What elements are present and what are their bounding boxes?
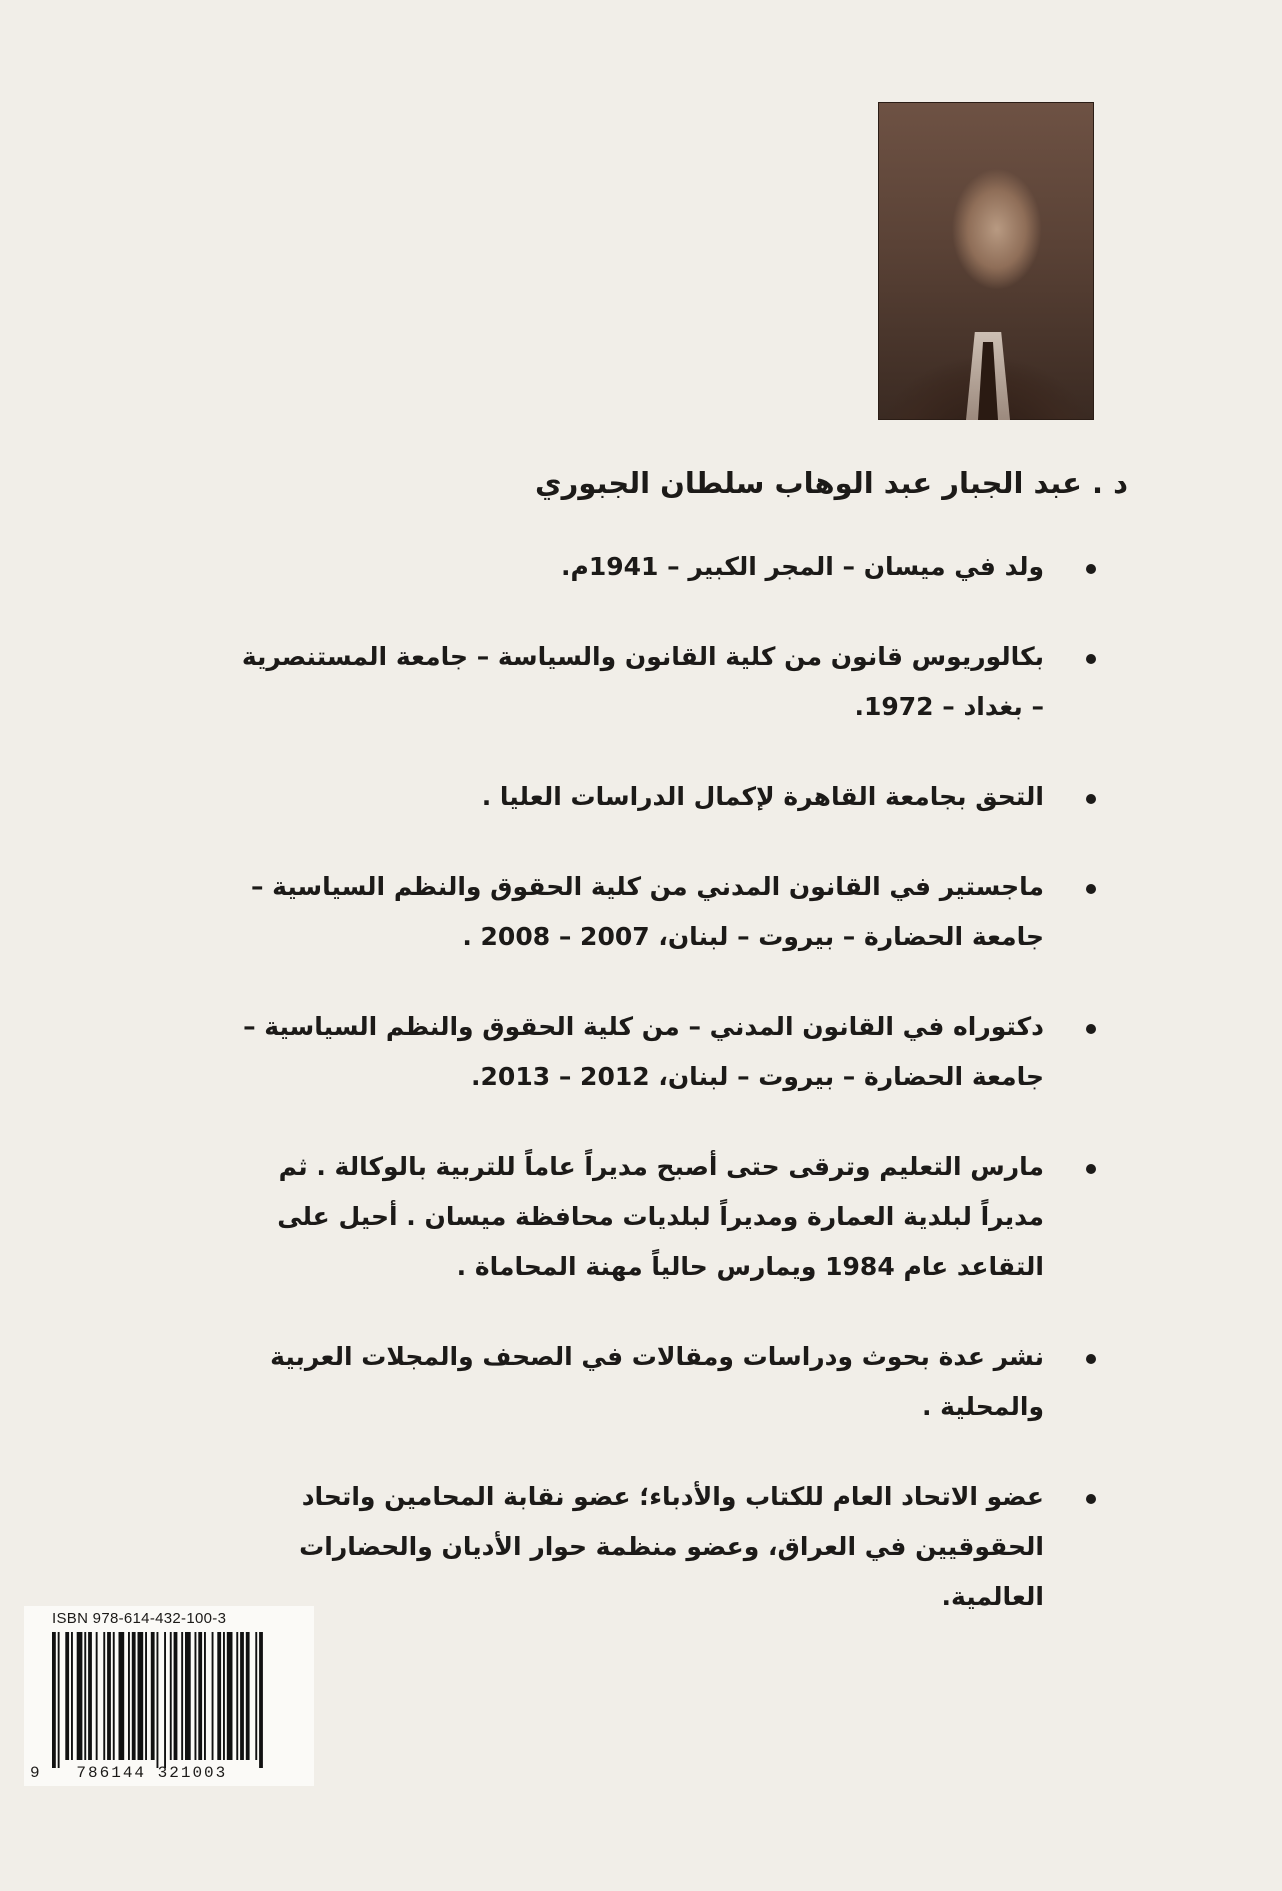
bullet-icon xyxy=(1086,1164,1096,1174)
barcode-lead-digit: 9 xyxy=(30,1764,42,1782)
bio-item-text: دكتوراه في القانون المدني – من كلية الحقوق والنظم السياسية – جامعة الحضارة – بيروت – لبنان، 2012 – 2013. xyxy=(243,1012,1044,1091)
bullet-icon xyxy=(1086,564,1096,574)
barcode-bar xyxy=(181,1632,183,1760)
barcode-bar xyxy=(132,1632,136,1760)
bio-item xyxy=(226,1472,1044,1622)
bio-item xyxy=(226,1142,1044,1292)
barcode-bar xyxy=(227,1632,233,1760)
barcode-main-digits: 786144 321003 xyxy=(76,1764,228,1782)
barcode-bar xyxy=(128,1632,130,1760)
bio-item xyxy=(226,1002,1044,1102)
author-name: د . عبد الجبار عبد الوهاب سلطان الجبوري xyxy=(535,466,1128,500)
bio-item xyxy=(226,632,1044,732)
barcode-bar xyxy=(77,1632,83,1760)
barcode-bar xyxy=(52,1632,56,1768)
barcode-bar xyxy=(58,1632,60,1768)
bio-item xyxy=(226,772,1044,822)
barcode-bar xyxy=(88,1632,92,1760)
bio-item-text: مارس التعليم وترقى حتى أصبح مديراً عاماً للتربية بالوكالة . ثم مديراً لبلدية العمارة ومديراً لبلديات محافظة ميسان . أحيل على التقاعد عام 1984 ويمارس حالياً مهنة المحاماة . xyxy=(277,1152,1044,1281)
barcode-bar xyxy=(164,1632,166,1768)
barcode-bar xyxy=(107,1632,111,1760)
bullet-icon xyxy=(1086,794,1096,804)
barcode-bar xyxy=(113,1632,115,1760)
barcode-bars-icon xyxy=(24,1606,314,1786)
bio-item xyxy=(226,1332,1044,1432)
barcode-bar xyxy=(170,1632,172,1760)
barcode-bar xyxy=(157,1632,159,1768)
isbn-barcode xyxy=(24,1606,314,1786)
barcode-bar xyxy=(96,1632,98,1760)
barcode-bar xyxy=(240,1632,244,1760)
barcode-bar xyxy=(259,1632,263,1768)
barcode-bar xyxy=(212,1632,214,1760)
barcode-bar xyxy=(198,1632,202,1760)
bullet-icon xyxy=(1086,654,1096,664)
bio-list xyxy=(226,542,1044,1662)
bio-item xyxy=(226,542,1044,592)
barcode-bar xyxy=(185,1632,191,1760)
barcode-bar xyxy=(236,1632,238,1760)
barcode-bar xyxy=(246,1632,250,1760)
bio-item-text: ماجستير في القانون المدني من كلية الحقوق والنظم السياسية – جامعة الحضارة – بيروت – لبنان، 2007 – 2008 . xyxy=(250,872,1044,951)
bullet-icon xyxy=(1086,1494,1096,1504)
bullet-icon xyxy=(1086,884,1096,894)
bio-item-text: التحق بجامعة القاهرة لإكمال الدراسات العليا . xyxy=(481,782,1044,811)
barcode-bar xyxy=(151,1632,155,1760)
barcode-bar xyxy=(71,1632,73,1760)
barcode-bar xyxy=(204,1632,206,1760)
bullet-icon xyxy=(1086,1024,1096,1034)
bio-item-text: بكالوريوس قانون من كلية القانون والسياسة – جامعة المستنصرية – بغداد – 1972. xyxy=(241,642,1044,721)
barcode-bar xyxy=(138,1632,144,1760)
barcode-bar xyxy=(103,1632,105,1760)
barcode-bar xyxy=(217,1632,221,1760)
barcode-bar xyxy=(84,1632,86,1760)
barcode-digits xyxy=(30,1764,227,1782)
barcode-bar xyxy=(223,1632,225,1760)
isbn-label: ISBN 978-614-432-100-3 xyxy=(52,1610,227,1627)
barcode-bar xyxy=(65,1632,69,1760)
barcode-bar xyxy=(119,1632,125,1760)
bullet-icon xyxy=(1086,1354,1096,1364)
author-photo xyxy=(878,102,1094,420)
bio-item-text: ولد في ميسان – المجر الكبير – 1941م. xyxy=(561,552,1044,581)
bio-item-text: نشر عدة بحوث ودراسات ومقالات في الصحف والمجلات العربية والمحلية . xyxy=(270,1342,1044,1421)
bio-item-text: عضو الاتحاد العام للكتاب والأدباء؛ عضو نقابة المحامين واتحاد الحقوقيين في العراق، وعضو منظمة حوار الأديان والحضارات العالمية. xyxy=(299,1482,1044,1611)
barcode-bar xyxy=(145,1632,147,1760)
barcode-bar xyxy=(255,1632,257,1760)
barcode-bar xyxy=(195,1632,197,1760)
bio-item xyxy=(226,862,1044,962)
barcode-bar xyxy=(174,1632,178,1760)
